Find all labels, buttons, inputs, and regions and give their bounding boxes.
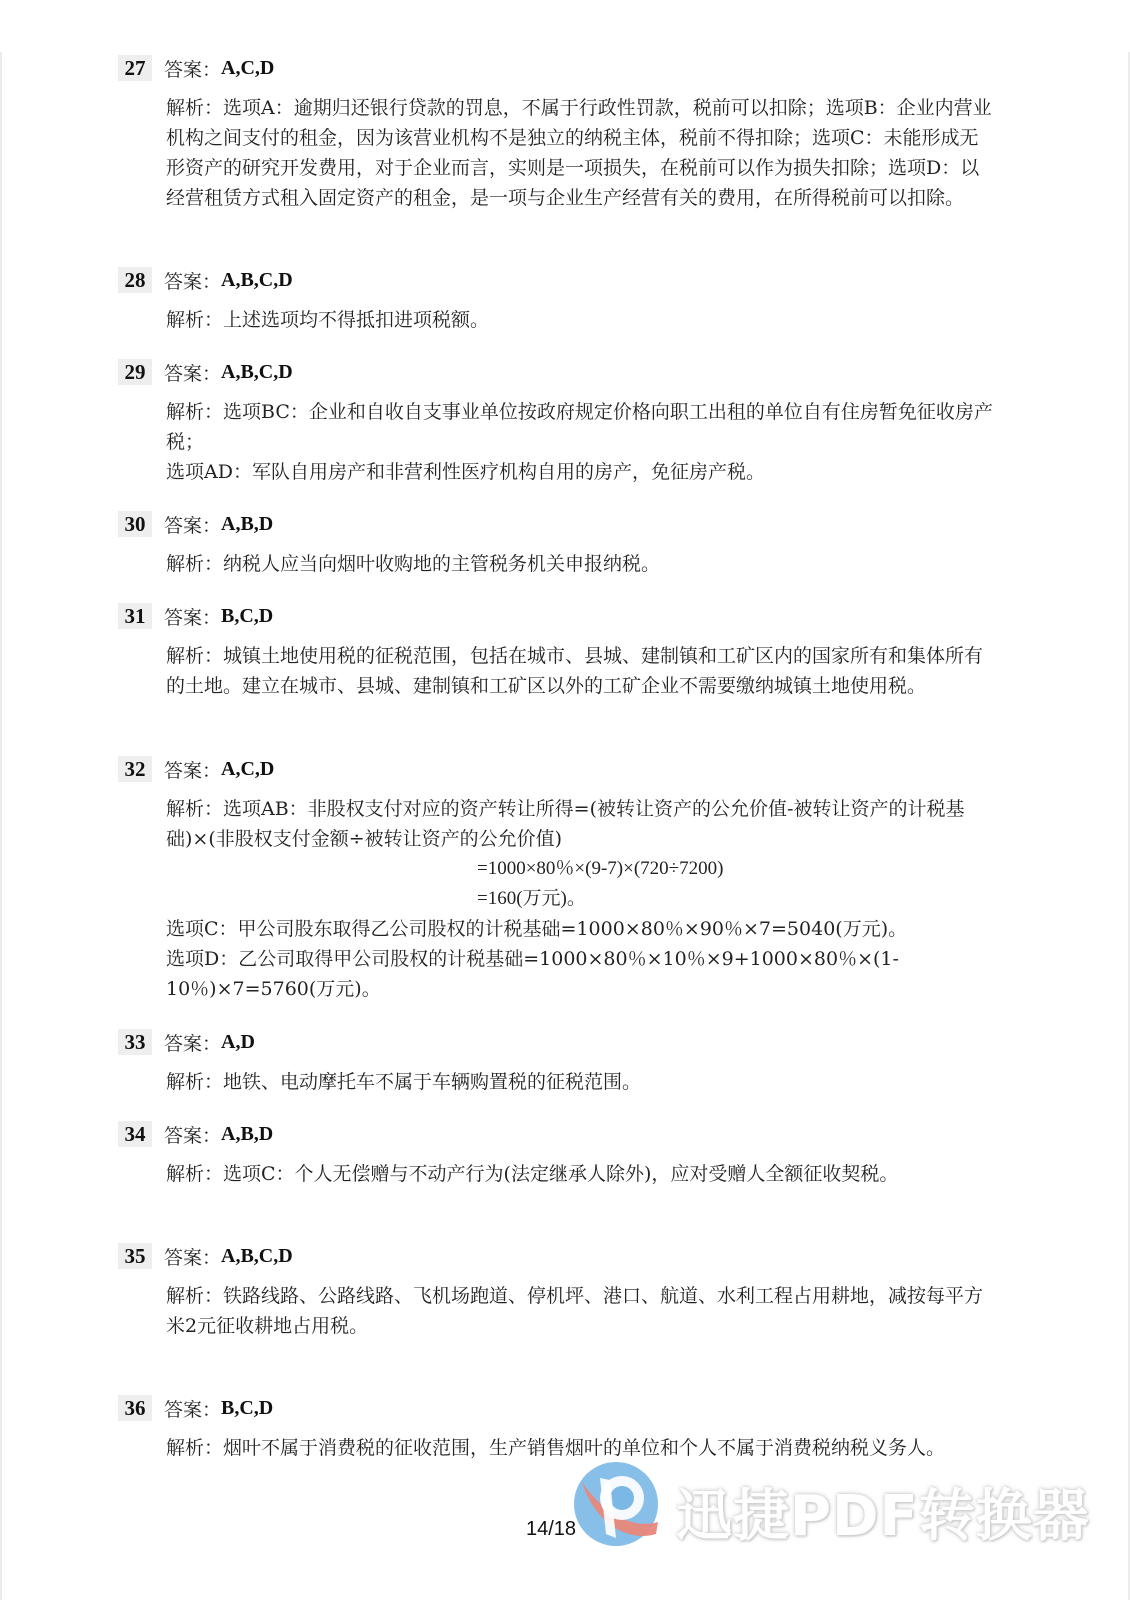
question-block bbox=[118, 601, 998, 701]
question-block bbox=[118, 357, 998, 487]
answer-value: B,C,D bbox=[221, 1396, 274, 1419]
analysis-text: 选项C：甲公司股东取得乙公司股权的计税基础=1000×80％×90％×7=5040(万元)。 bbox=[166, 918, 908, 940]
question-block bbox=[118, 1241, 998, 1341]
answer-value: A,D bbox=[221, 1030, 255, 1053]
formula-line: =160(万元)。 bbox=[477, 888, 586, 909]
question-number: 36 bbox=[118, 1395, 152, 1421]
answer-value: A,B,C,D bbox=[221, 360, 293, 383]
question-block bbox=[118, 754, 998, 1004]
question-number: 32 bbox=[118, 756, 152, 782]
question-number: 35 bbox=[118, 1243, 152, 1269]
answer-value: A,C,D bbox=[221, 56, 275, 79]
answer-label: 答案： bbox=[164, 1398, 222, 1421]
answer-value: A,B,C,D bbox=[221, 1244, 293, 1267]
analysis-text: 解析：烟叶不属于消费税的征收范围，生产销售烟叶的单位和个人不属于消费税纳税义务人。 bbox=[166, 1437, 946, 1459]
formula-line: =1000×80％×(9-7)×(720÷7200) bbox=[477, 858, 724, 879]
question-block bbox=[118, 1027, 998, 1097]
page-edge-left bbox=[0, 52, 2, 1600]
question-number: 30 bbox=[118, 511, 152, 537]
question-number: 27 bbox=[118, 55, 152, 81]
page-number: 14/18 bbox=[526, 1518, 577, 1540]
answer-value: B,C,D bbox=[221, 604, 274, 627]
watermark-text: 迅捷PDF转换器 bbox=[676, 1484, 1090, 1549]
analysis-text: 解析：纳税人应当向烟叶收购地的主管税务机关申报纳税。 bbox=[166, 553, 661, 575]
answer-label: 答案： bbox=[164, 1032, 222, 1055]
answer-label: 答案： bbox=[164, 362, 222, 385]
answer-value: A,B,D bbox=[221, 1122, 274, 1145]
analysis-text: 解析：上述选项均不得抵扣进项税额。 bbox=[166, 309, 490, 331]
watermark bbox=[572, 1460, 1092, 1570]
question-number: 28 bbox=[118, 267, 152, 293]
analysis-text: 解析：城镇土地使用税的征税范围，包括在城市、县城、建制镇和工矿区内的国家所有和集体所有的土地。建立在城市、县城、建制镇和工矿区以外的工矿企业不需要缴纳城镇土地使用税。 bbox=[166, 645, 984, 697]
question-number: 31 bbox=[118, 603, 152, 629]
answer-label: 答案： bbox=[164, 1246, 222, 1269]
analysis-text: 选项D：乙公司取得甲公司股权的计税基础=1000×80％×10％×9+1000×80％×(1-10％)×7=5760(万元)。 bbox=[166, 948, 899, 1000]
converter-logo-icon bbox=[572, 1460, 660, 1548]
question-number: 29 bbox=[118, 359, 152, 385]
answer-label: 答案： bbox=[164, 270, 222, 293]
answer-label: 答案： bbox=[164, 1124, 222, 1147]
answer-label: 答案： bbox=[164, 606, 222, 629]
analysis-text: 解析：选项C：个人无偿赠与不动产行为(法定继承人除外)，应对受赠人全额征收契税。 bbox=[166, 1163, 899, 1185]
analysis-text: 解析：地铁、电动摩托车不属于车辆购置税的征税范围。 bbox=[166, 1071, 642, 1093]
analysis-text: 解析：铁路线路、公路线路、飞机场跑道、停机坪、港口、航道、水利工程占用耕地，减按每平方米2元征收耕地占用税。 bbox=[166, 1285, 984, 1337]
answer-label: 答案： bbox=[164, 58, 222, 81]
question-block bbox=[118, 509, 998, 579]
answer-value: A,B,C,D bbox=[221, 268, 293, 291]
analysis-text: 解析：选项BC：企业和自收自支事业单位按政府规定价格向职工出租的单位自有住房暂免征收房产税； bbox=[166, 401, 993, 453]
question-number: 34 bbox=[118, 1121, 152, 1147]
answer-value: A,B,D bbox=[221, 512, 274, 535]
answer-label: 答案： bbox=[164, 514, 222, 537]
question-block bbox=[118, 1393, 998, 1463]
question-block bbox=[118, 265, 998, 335]
question-number: 33 bbox=[118, 1029, 152, 1055]
answer-value: A,C,D bbox=[221, 757, 275, 780]
analysis-text: 选项AD：军队自用房产和非营利性医疗机构自用的房产，免征房产税。 bbox=[166, 461, 765, 483]
analysis-text: 解析：选项A：逾期归还银行贷款的罚息，不属于行政性罚款，税前可以扣除；选项B：企业内营业机构之间支付的租金，因为该营业机构不是独立的纳税主体，税前不得扣除；选项C：未能形成无形资产的研究开发费用，对于企业而言，实则是一项损失，在税前可以作为损失扣除；选项D：以经营租赁方式租入固定资产的租金，是一项与企业生产经营有关的费用，在所得税前可以扣除。 bbox=[166, 97, 992, 209]
answer-label: 答案： bbox=[164, 759, 222, 782]
question-block bbox=[118, 53, 998, 213]
analysis-text: 解析：选项AB：非股权支付对应的资产转让所得=(被转让资产的公允价值-被转让资产的计税基础)×(非股权支付金额÷被转让资产的公允价值) bbox=[166, 798, 965, 850]
question-block bbox=[118, 1119, 998, 1189]
